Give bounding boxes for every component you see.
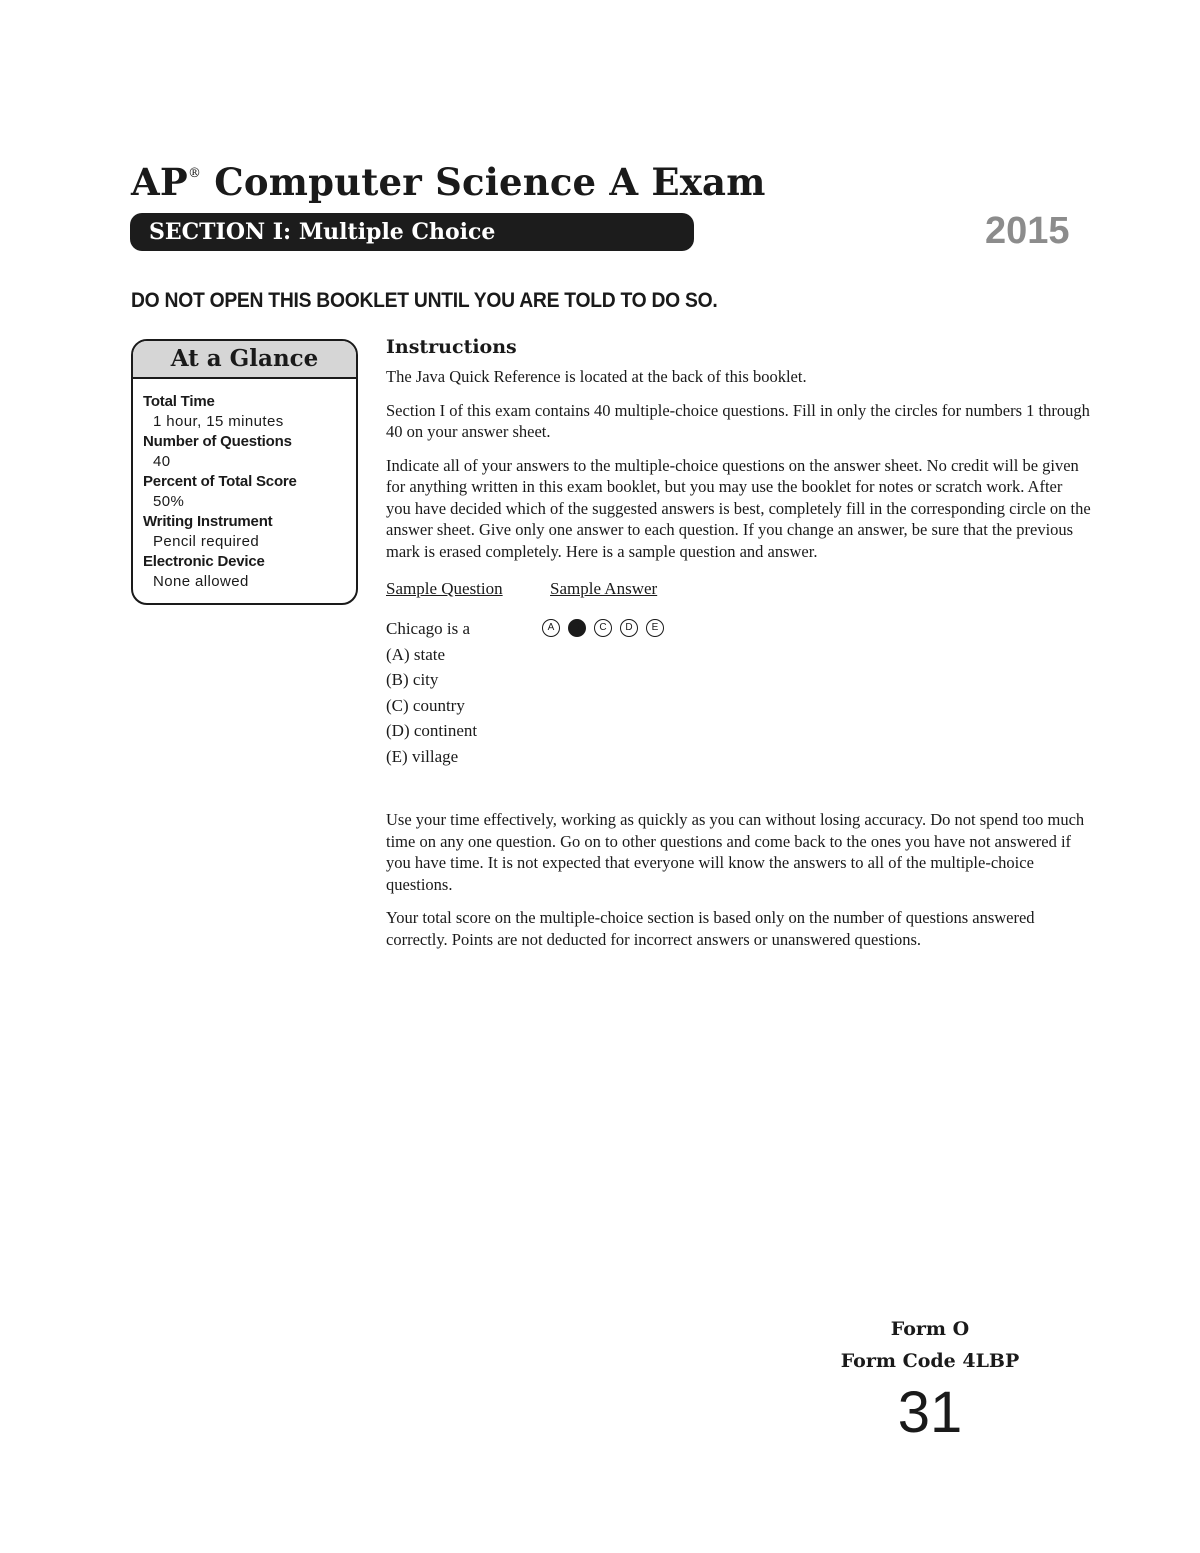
glance-value: None allowed	[153, 573, 249, 590]
instructions-heading: Instructions	[386, 336, 517, 358]
answer-bubble-c: C	[594, 619, 612, 637]
sample-question	[386, 616, 477, 769]
exam-title	[131, 160, 766, 204]
form-label: Form O	[890, 1318, 970, 1340]
sample-answer-label: Sample Answer	[550, 579, 658, 598]
glance-label: Percent of Total Score	[143, 473, 297, 490]
sample-block	[386, 616, 1091, 791]
glance-label: Electronic Device	[143, 553, 265, 570]
answer-bubble-b-filled: B	[568, 619, 586, 637]
registered-mark: ®	[187, 166, 202, 181]
answer-bubble-e: E	[646, 619, 664, 637]
glance-value: 1 hour, 15 minutes	[153, 413, 284, 430]
do-not-open-warning: DO NOT OPEN THIS BOOKLET UNTIL YOU ARE TOLD TO DO SO.	[131, 289, 718, 312]
glance-label: Writing Instrument	[143, 513, 273, 530]
sample-headers	[386, 578, 1091, 606]
answer-bubble-a: A	[542, 619, 560, 637]
instruction-paragraph: Indicate all of your answers to the multiple-choice questions on the answer sheet. No credit will be given for anything written in this exam booklet, but you may use the booklet for notes or scratch work. After you have decided which of the suggested answers is best, completely fill in the corresponding circle on the answer sheet. Give only one answer to each question. If you change an answer, be sure that the previous mark is erased completely. Here is a sample question and answer.	[386, 455, 1091, 561]
title-ap: AP	[131, 160, 188, 204]
at-a-glance-list	[133, 379, 356, 592]
instructions-section	[386, 334, 1091, 962]
instruction-paragraph: Use your time effectively, working as quickly as you can without losing accuracy. Do not spend too much time on any one question. Go on to other questions and come back to the ones you have not answered if you have time. It is not expected that everyone will know the answers to all of the multiple-choice questions.	[386, 810, 1085, 894]
instruction-paragraph: Your total score on the multiple-choice section is based only on the number of questions answered correctly. Points are not deducted for incorrect answers or unanswered questions.	[386, 908, 1035, 949]
sample-option: (E) village	[386, 746, 459, 766]
title-rest: Computer Science A Exam	[201, 160, 766, 204]
sample-answer-bubbles	[542, 619, 664, 637]
glance-value: Pencil required	[153, 533, 260, 550]
instruction-paragraph: The Java Quick Reference is located at the back of this booklet.	[386, 367, 807, 386]
sample-question-label: Sample Question	[386, 579, 503, 598]
sample-option: (A) state	[386, 644, 446, 664]
glance-label: Total Time	[143, 393, 215, 410]
sample-question-stem: Chicago is a	[386, 619, 471, 638]
glance-label: Number of Questions	[143, 433, 292, 450]
glance-value: 50%	[153, 493, 185, 510]
glance-value: 40	[153, 453, 171, 470]
answer-bubble-d: D	[620, 619, 638, 637]
instruction-paragraph: Section I of this exam contains 40 multiple-choice questions. Fill in only the circles for numbers 1 through 40 on your answer sheet.	[386, 400, 1090, 441]
sample-option: (B) city	[386, 670, 439, 689]
exam-year: 2015	[985, 210, 1070, 252]
sample-option: (D) continent	[386, 721, 478, 740]
section-banner: SECTION I: Multiple Choice	[130, 213, 694, 251]
at-a-glance-heading: At a Glance	[133, 341, 356, 379]
page-number: 31	[897, 1380, 963, 1445]
at-a-glance-box	[131, 339, 358, 605]
form-code: Form Code 4LBP	[840, 1350, 1020, 1372]
sample-option: (C) country	[386, 695, 465, 715]
